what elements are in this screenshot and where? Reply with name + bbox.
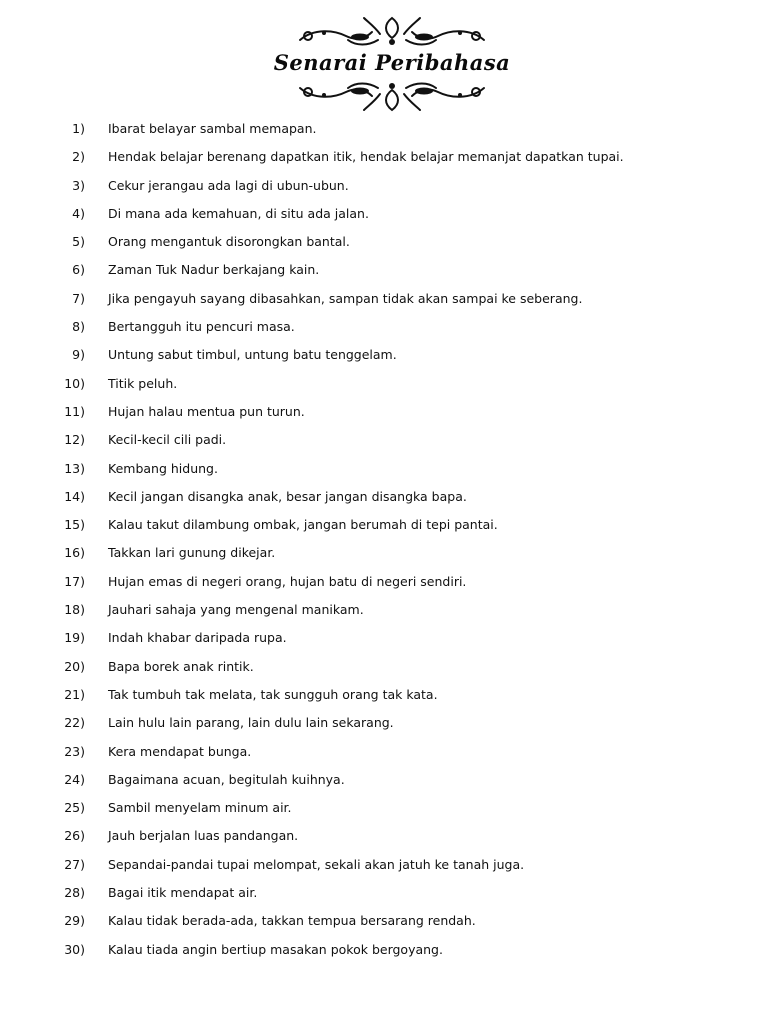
- proverb-text: Jika pengayuh sayang dibasahkan, sampan tidak akan sampai ke seberang.: [108, 290, 583, 306]
- item-number: 23): [64, 743, 85, 759]
- proverb-text: Sepandai-pandai tupai melompat, sekali akan jatuh ke tanah juga.: [108, 856, 525, 872]
- item-number: 28): [64, 885, 85, 901]
- list-item: [0, 398, 768, 426]
- list-item: [0, 653, 768, 681]
- item-number: 26): [64, 828, 85, 844]
- list-item: [0, 341, 768, 369]
- item-number: 6): [72, 262, 85, 278]
- list-item: [0, 851, 768, 879]
- list-item: [0, 115, 768, 143]
- ornamental-flourish-bottom-icon: [294, 80, 490, 114]
- list-item: [0, 624, 768, 652]
- list-item: [0, 794, 768, 822]
- proverb-text: Kembang hidung.: [108, 460, 218, 476]
- item-number: 29): [64, 913, 85, 929]
- list-item: [0, 738, 768, 766]
- list-item: [0, 256, 768, 284]
- list-item: [0, 426, 768, 454]
- proverb-text: Jauh berjalan luas pandangan.: [108, 828, 299, 844]
- item-number: 14): [64, 488, 85, 504]
- proverb-text: Sambil menyelam minum air.: [108, 800, 292, 816]
- item-number: 13): [64, 460, 85, 476]
- list-item: [0, 228, 768, 256]
- proverb-text: Lain hulu lain parang, lain dulu lain sekarang.: [108, 715, 394, 731]
- item-number: 12): [64, 432, 85, 448]
- proverb-text: Untung sabut timbul, untung batu tenggelam.: [108, 347, 397, 363]
- item-number: 15): [64, 517, 85, 533]
- item-number: 5): [72, 234, 85, 250]
- list-item: [0, 200, 768, 228]
- page-title: Senarai Peribahasa: [273, 50, 511, 75]
- proverb-text: Indah khabar daripada rupa.: [108, 630, 287, 646]
- page-header: [0, 0, 768, 118]
- proverb-text: Bapa borek anak rintik.: [108, 658, 254, 674]
- item-number: 24): [64, 771, 85, 787]
- item-number: 11): [64, 403, 85, 419]
- proverb-text: Kera mendapat bunga.: [108, 743, 252, 759]
- proverb-list: [0, 115, 768, 964]
- list-item: [0, 511, 768, 539]
- list-item: [0, 285, 768, 313]
- list-item: [0, 681, 768, 709]
- proverb-text: Bagai itik mendapat air.: [108, 885, 258, 901]
- item-number: 16): [64, 545, 85, 561]
- list-item: [0, 907, 768, 935]
- list-item: [0, 879, 768, 907]
- item-number: 22): [64, 715, 85, 731]
- proverb-text: Kecil jangan disangka anak, besar jangan disangka bapa.: [108, 488, 467, 504]
- proverb-text: Zaman Tuk Nadur berkajang kain.: [108, 262, 320, 278]
- list-item: [0, 143, 768, 171]
- item-number: 8): [72, 319, 85, 335]
- item-number: 25): [64, 800, 85, 816]
- list-item: [0, 455, 768, 483]
- item-number: 9): [72, 347, 85, 363]
- item-number: 30): [64, 941, 85, 957]
- list-item: [0, 766, 768, 794]
- proverb-text: Hujan emas di negeri orang, hujan batu di negeri sendiri.: [108, 573, 467, 589]
- list-item: [0, 313, 768, 341]
- list-item: [0, 936, 768, 964]
- proverb-text: Di mana ada kemahuan, di situ ada jalan.: [108, 205, 369, 221]
- item-number: 21): [64, 686, 85, 702]
- item-number: 27): [64, 856, 85, 872]
- proverb-text: Hendak belajar berenang dapatkan itik, hendak belajar memanjat dapatkan tupai.: [108, 149, 624, 165]
- item-number: 3): [72, 177, 85, 193]
- proverb-text: Tak tumbuh tak melata, tak sungguh orang tak kata.: [108, 686, 438, 702]
- proverb-text: Ibarat belayar sambal memapan.: [108, 121, 317, 136]
- ornamental-flourish-top-icon: [294, 14, 490, 48]
- list-item: [0, 539, 768, 567]
- proverb-text: Jauhari sahaja yang mengenal manikam.: [108, 602, 364, 618]
- list-item: [0, 483, 768, 511]
- item-number: 20): [64, 658, 85, 674]
- item-number: 19): [64, 630, 85, 646]
- proverb-text: Orang mengantuk disorongkan bantal.: [108, 234, 350, 250]
- item-number: 2): [72, 149, 85, 165]
- list-item: [0, 822, 768, 850]
- item-number: 1): [72, 121, 85, 136]
- list-item: [0, 568, 768, 596]
- item-number: 10): [64, 375, 85, 391]
- proverb-text: Kalau tidak berada-ada, takkan tempua bersarang rendah.: [108, 913, 476, 929]
- proverb-text: Kalau tiada angin bertiup masakan pokok bergoyang.: [108, 941, 443, 957]
- list-item: [0, 596, 768, 624]
- proverb-text: Titik peluh.: [108, 375, 178, 391]
- proverb-text: Cekur jerangau ada lagi di ubun-ubun.: [108, 177, 349, 193]
- list-item: [0, 370, 768, 398]
- proverb-text: Kecil-kecil cili padi.: [108, 432, 227, 448]
- item-number: 7): [72, 290, 85, 306]
- proverb-text: Hujan halau mentua pun turun.: [108, 403, 305, 419]
- proverb-text: Bertangguh itu pencuri masa.: [108, 319, 295, 335]
- item-number: 4): [72, 205, 85, 221]
- item-number: 17): [64, 573, 85, 589]
- list-item: [0, 709, 768, 737]
- proverb-text: Bagaimana acuan, begitulah kuihnya.: [108, 771, 345, 787]
- item-number: 18): [64, 602, 85, 618]
- list-item: [0, 172, 768, 200]
- proverb-text: Kalau takut dilambung ombak, jangan berumah di tepi pantai.: [108, 517, 498, 533]
- proverb-text: Takkan lari gunung dikejar.: [108, 545, 276, 561]
